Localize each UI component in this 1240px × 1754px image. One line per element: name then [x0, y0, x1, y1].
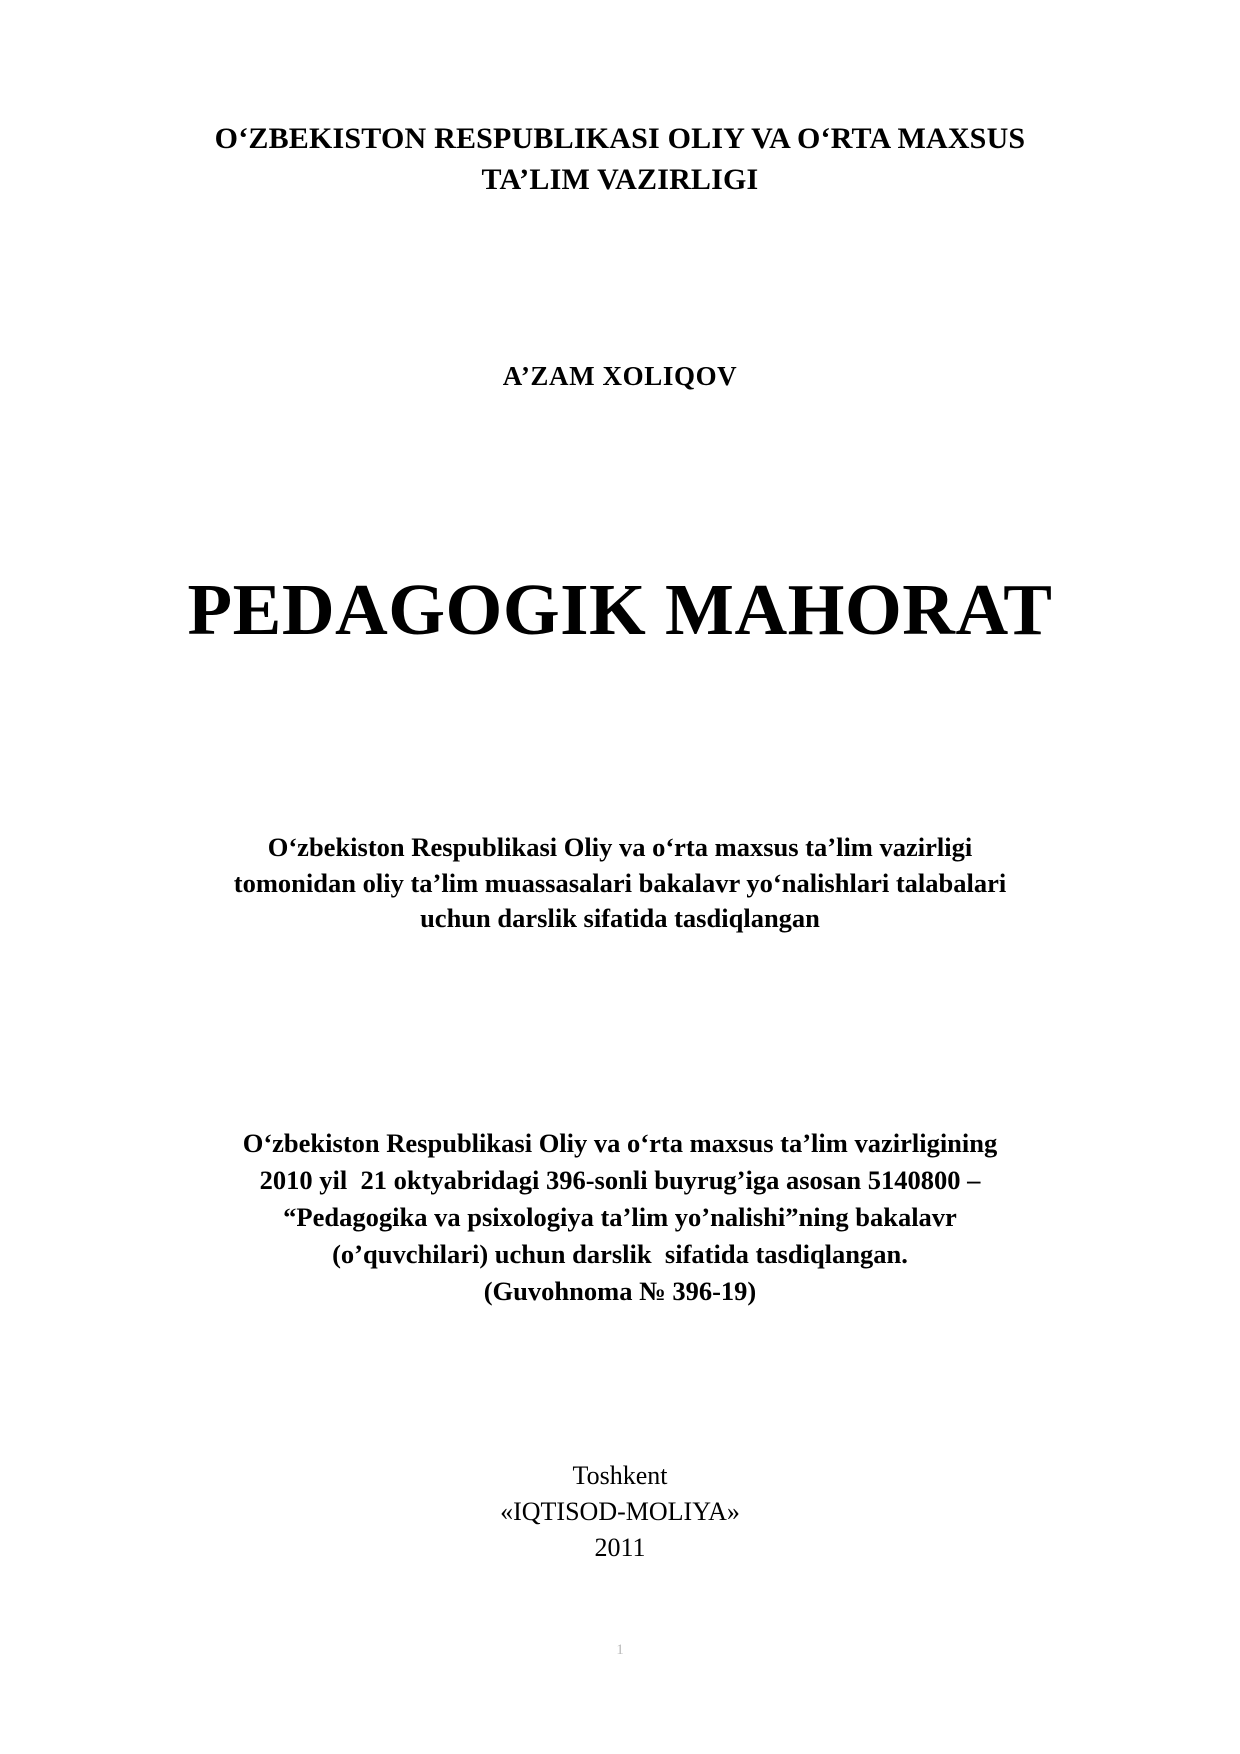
- approval-primary-line-1: O‘zbekiston Respublikasi Oliy va o‘rta maxsus ta’lim vazirligi: [267, 832, 973, 862]
- ministry-header-line-1: O‘ZBEKISTON RESPUBLIKASI OLIY VA O‘RTA MAXSUS: [214, 122, 1026, 155]
- book-title: PEDAGOGIK MAHORAT: [187, 569, 1053, 650]
- author-name: A’ZAM XOLIQOV: [502, 361, 738, 391]
- approval-secondary-line-1: O‘zbekiston Respublikasi Oliy va o‘rta maxsus ta’lim vazirligining: [242, 1128, 998, 1158]
- approval-primary-line-2: tomonidan oliy ta’lim muassasalari bakalavr yo‘nalishlari talabalari: [233, 867, 1007, 898]
- approval-statement-primary: [0, 830, 1240, 937]
- page-number: 1: [616, 1642, 624, 1658]
- ministry-header-line-2: TA’LIM VAZIRLIGI: [481, 163, 759, 196]
- approval-statement-secondary: [0, 1125, 1240, 1310]
- approval-primary-line-3: uchun darslik sifatida tasdiqlangan: [420, 903, 820, 933]
- publication-year: 2011: [594, 1533, 646, 1562]
- publisher-name: «IQTISOD-MOLIYA»: [500, 1497, 740, 1526]
- approval-secondary-line-3: “Pedagogika va psixologiya ta’lim yo’nalishi”ning bakalavr: [283, 1202, 957, 1232]
- publisher-imprint: [0, 1458, 1240, 1566]
- approval-secondary-line-4: (o’quvchilari) uchun darslik sifatida tasdiqlangan.: [332, 1239, 908, 1269]
- certificate-number: (Guvohnoma № 396-19): [483, 1276, 757, 1306]
- ministry-header: [0, 118, 1240, 200]
- approval-secondary-line-2: 2010 yil 21 oktyabridagi 396-sonli buyrug’iga asosan 5140800 –: [259, 1165, 981, 1195]
- publication-city: Toshkent: [572, 1461, 668, 1490]
